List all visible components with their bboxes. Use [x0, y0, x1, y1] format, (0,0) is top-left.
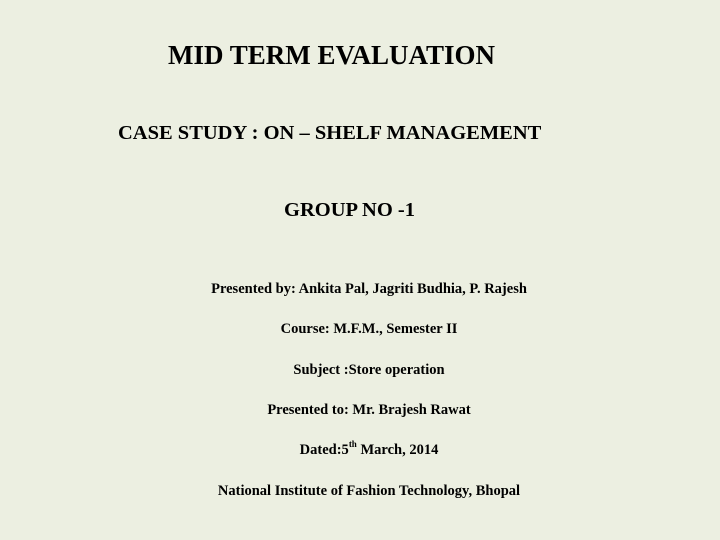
group-number: GROUP NO -1: [284, 199, 415, 221]
date-suffix: March, 2014: [356, 442, 439, 458]
presented-by-line: Presented by: Ankita Pal, Jagriti Budhia, P. Rajesh: [211, 281, 527, 297]
date-prefix: Dated:5: [299, 442, 349, 458]
subject-line: Subject :Store operation: [293, 362, 445, 378]
date-line: [0, 439, 720, 459]
slide-title: MID TERM EVALUATION: [168, 40, 496, 70]
presented-to-line: Presented to: Mr. Brajesh Rawat: [267, 402, 471, 418]
case-study-subtitle: CASE STUDY : ON – SHELF MANAGEMENT: [118, 122, 542, 144]
course-line: Course: M.F.M., Semester II: [280, 321, 458, 337]
date-ordinal-suffix: th: [348, 439, 357, 450]
institute-line: National Institute of Fashion Technology, Bhopal: [217, 483, 521, 499]
